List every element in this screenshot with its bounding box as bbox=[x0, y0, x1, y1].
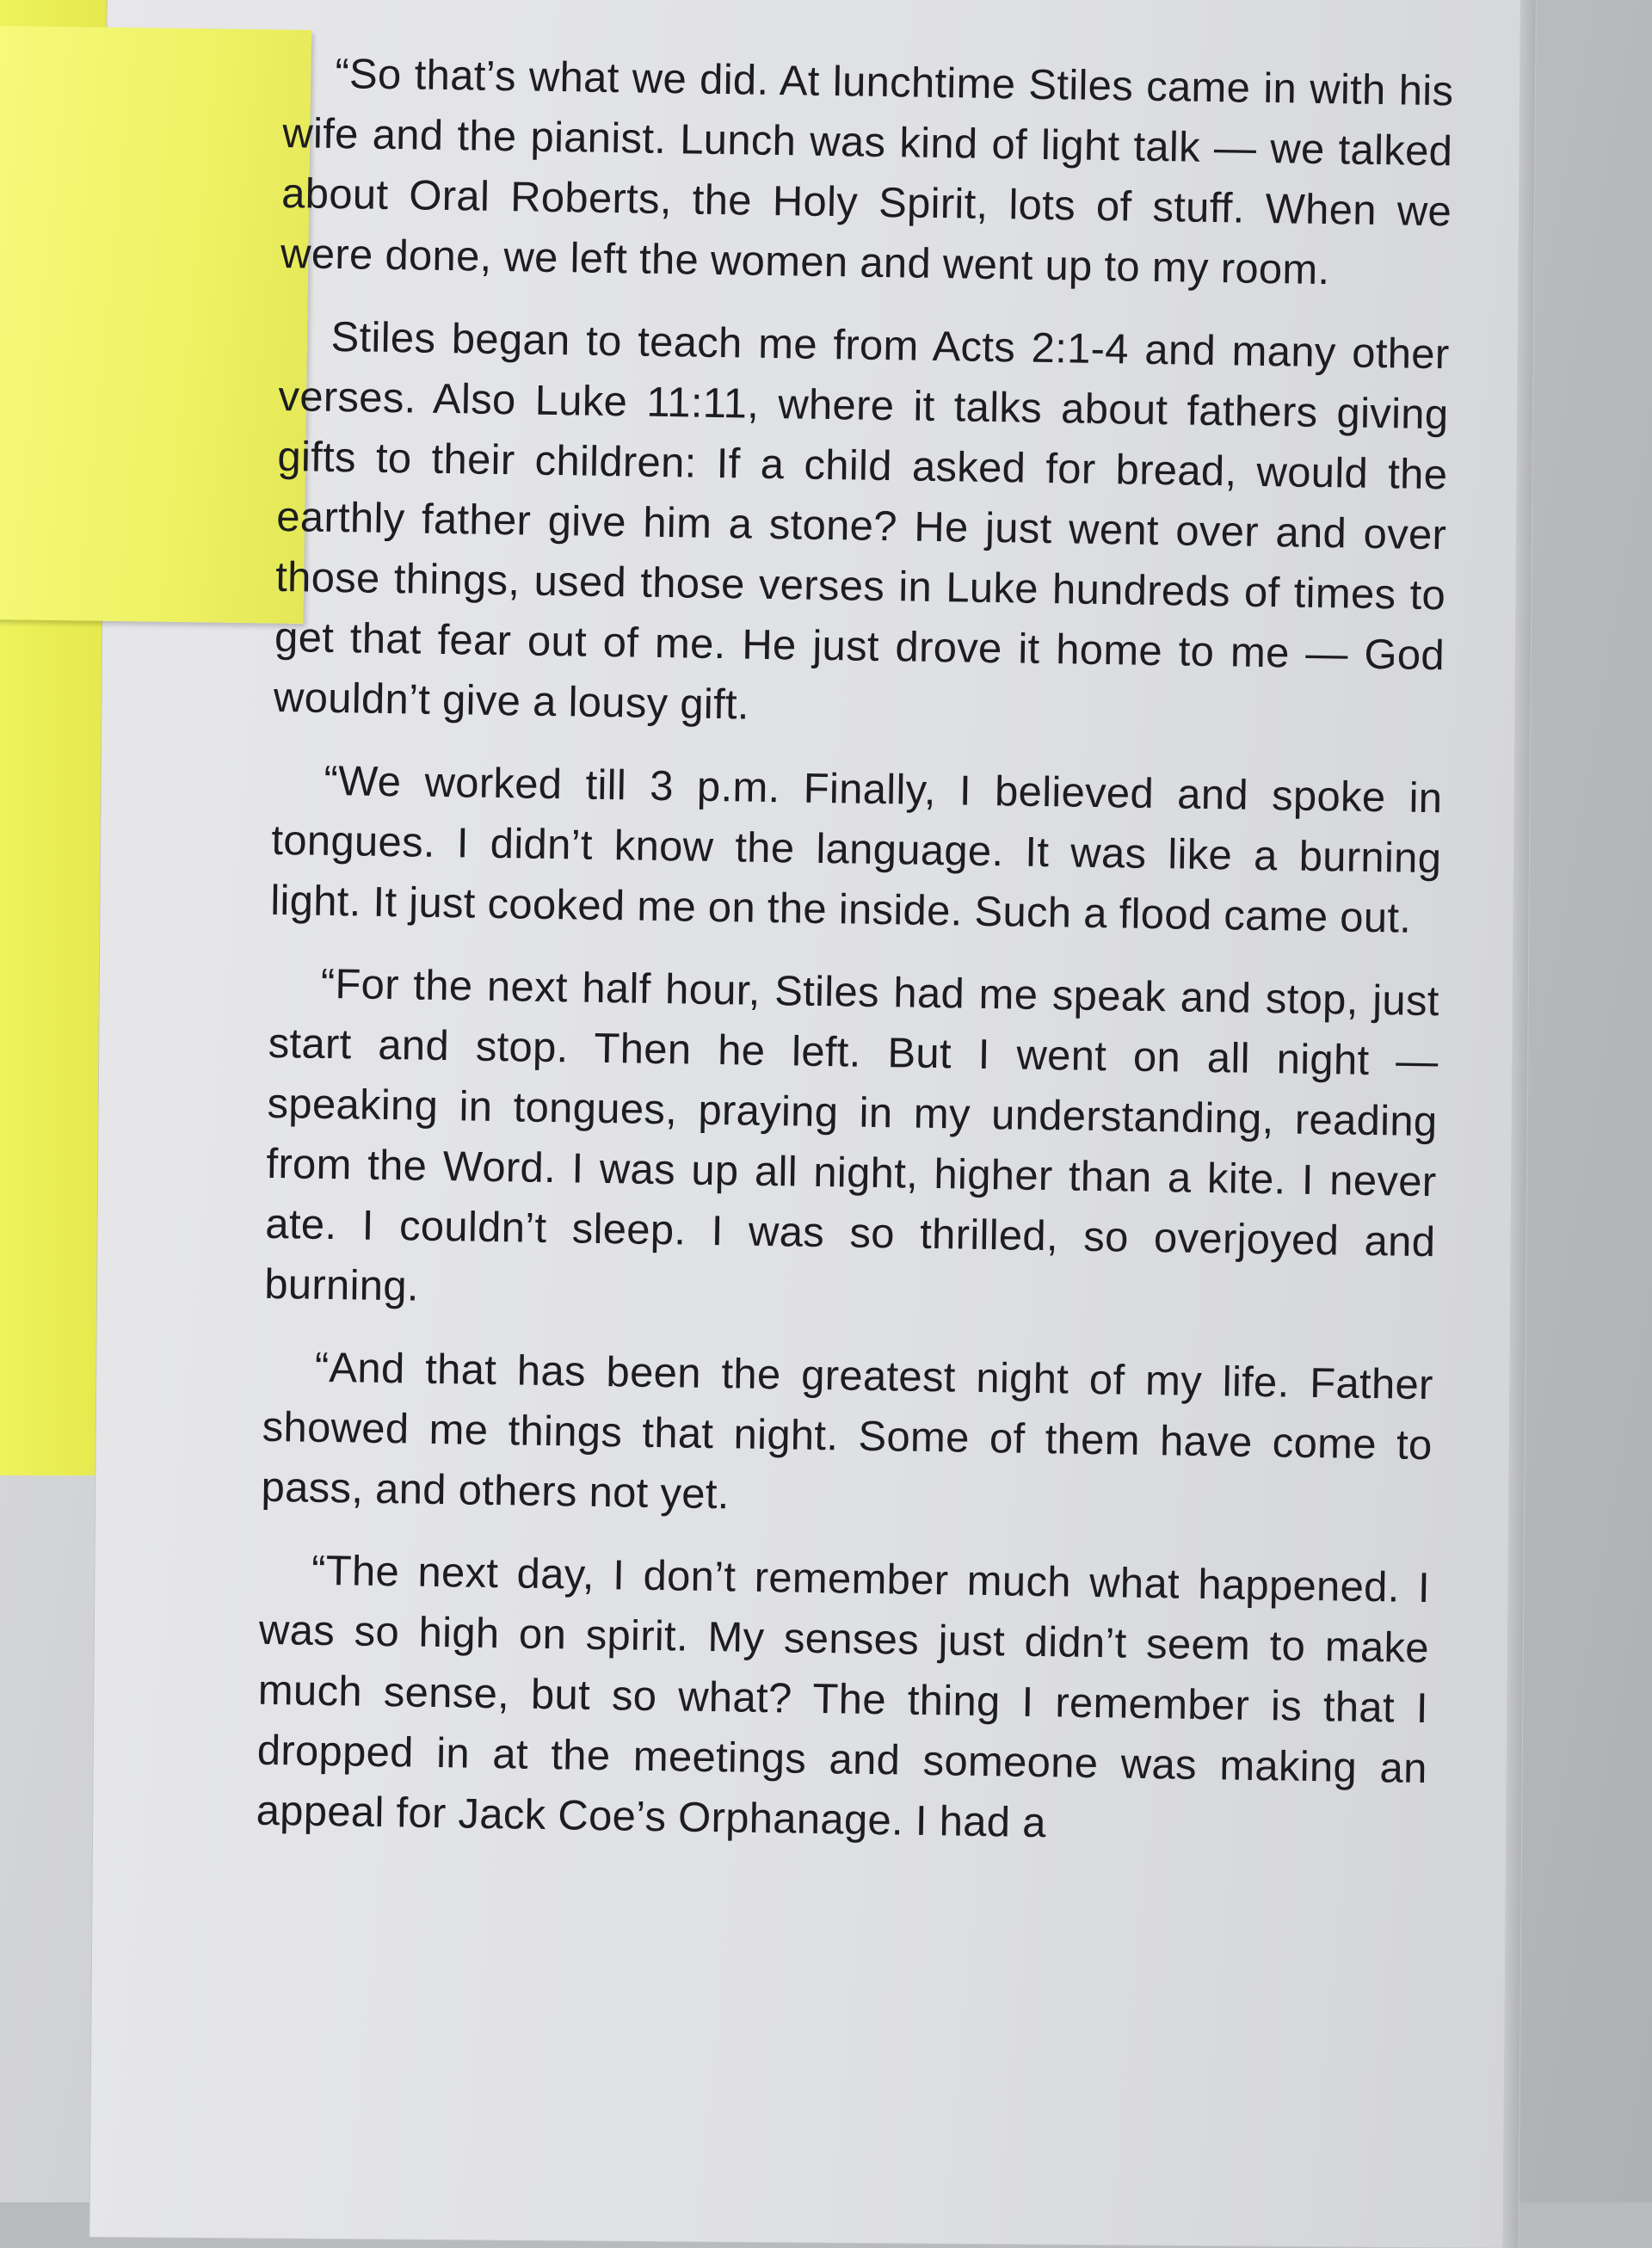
paragraph-6: “The next day, I don’t remember much what happened. I was so high on spirit. My senses just didn’t seem to make much sense, but so what? The thing I remember is that I dropped in at the meetings and someone was making an appeal for Jack Coe’s Orphanage. I had a bbox=[256, 1547, 1431, 1847]
page-text bbox=[250, 43, 1453, 2177]
paragraph-4: “For the next half hour, Stiles had me speak and stop, just start and stop. Then he left. But I went on all night — speaking in tongues, praying in my understanding, reading from the Word. I was up all night, higher than a kite. I never ate. I couldn’t sleep. I was so thrilled, so overjoyed and burning. bbox=[263, 960, 1440, 1310]
paragraph-1: “So that’s what we did. At lunchtime Stiles came in with his wife and the pianist. Lunch was kind of light talk — we talked about Oral Roberts, the Holy Spirit, lots of stuff. When we were done, we left the women and went up to my room. bbox=[280, 50, 1454, 294]
paragraph-5: “And that has been the greatest night of my life. Father showed me things that night. Some of them have come to pass, and others not yet. bbox=[261, 1344, 1434, 1518]
paragraph-2: Stiles began to teach me from Acts 2:1-4 and many other verses. Also Luke 11:11, where it talks about fathers giving gifts to their children: If a child asked for bread, would the earthly father give him a stone? He just went over and over those things, used those verses in Luke hundreds of times to get that fear out of me. He just drove it home to me — God wouldn’t give a lousy gift. bbox=[273, 313, 1450, 729]
sticky-note bbox=[0, 26, 311, 624]
paragraph-3: “We worked till 3 p.m. Finally, I believed and spoke in tongues. I didn’t know the language. It was like a burning light. It just cooked me on the inside. Such a flood came out. bbox=[269, 757, 1443, 942]
